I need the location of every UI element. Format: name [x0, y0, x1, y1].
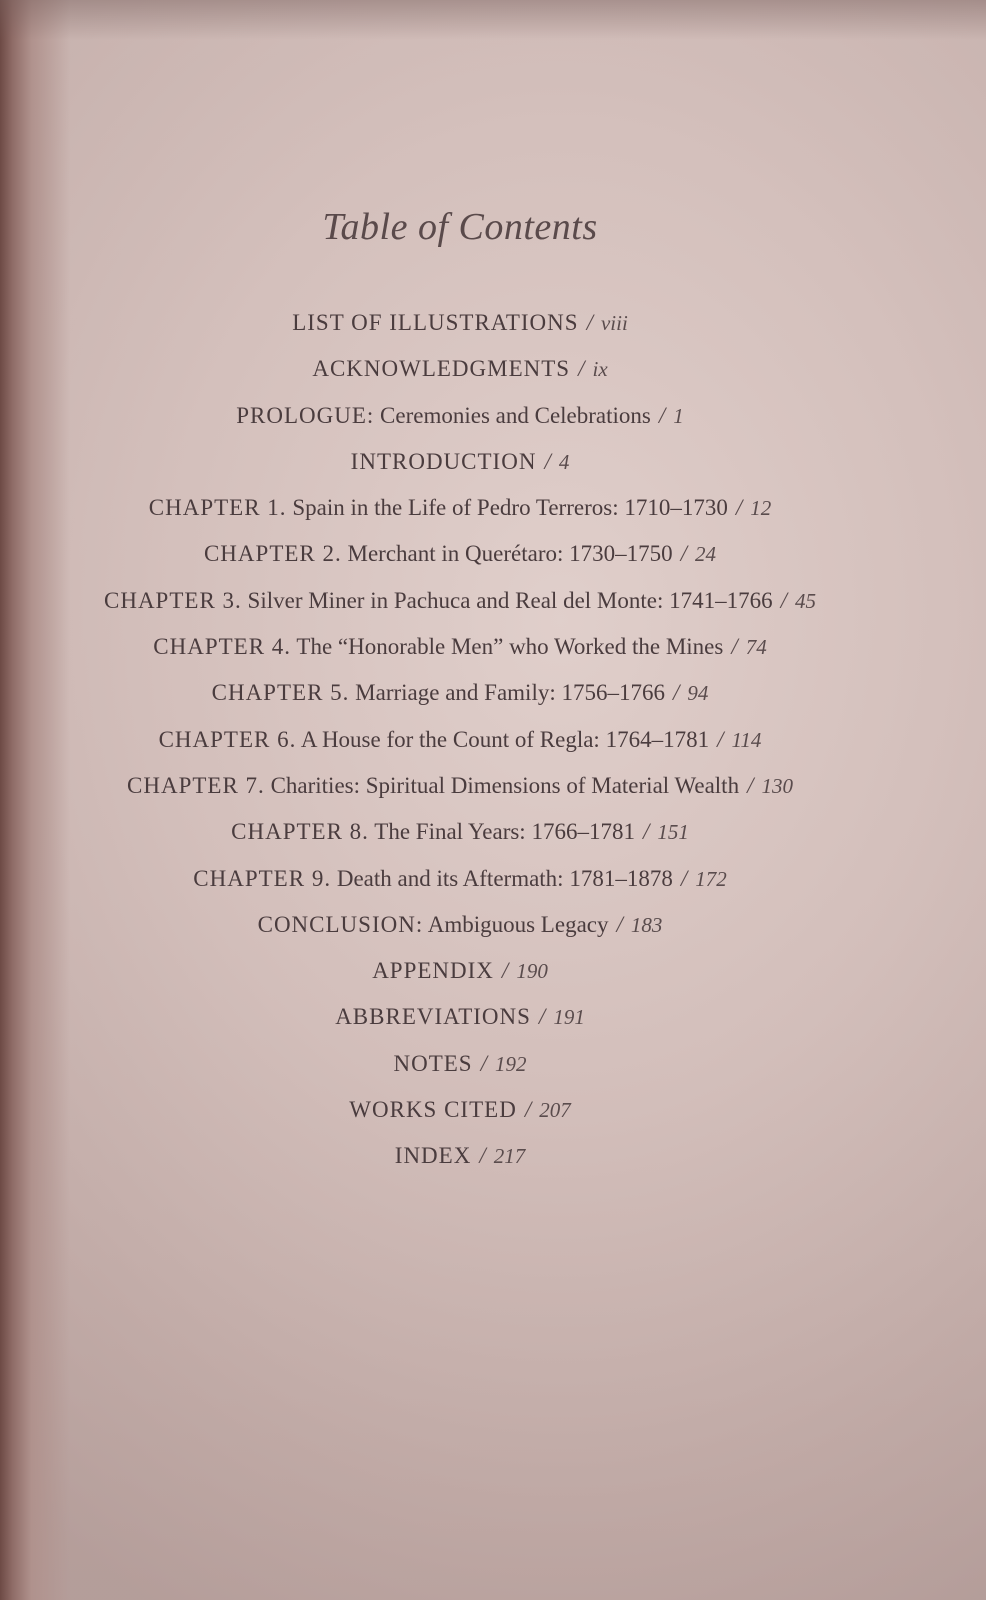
toc-separator: / [658, 402, 666, 428]
toc-entry-label: CHAPTER 4. [153, 634, 292, 660]
toc-entry-title: The “Honorable Men” who Worked the Mines [296, 634, 724, 660]
toc-entry-title: Marriage and Family: 1756–1766 [355, 680, 665, 706]
toc-separator: / [747, 772, 754, 798]
toc-entry-title: Ambiguous Legacy [427, 911, 609, 937]
toc-entry-title: Ceremonies and Celebrations [380, 402, 651, 428]
toc-entry [0, 531, 920, 577]
toc-separator: / [672, 680, 680, 706]
toc-entry [0, 994, 920, 1040]
toc-entry-label: CONCLUSION: [257, 911, 424, 937]
toc-separator: / [538, 1004, 546, 1030]
toc-entry [0, 346, 920, 392]
toc-separator: / [642, 819, 650, 845]
toc-page-number: 74 [745, 635, 767, 660]
toc-entry [0, 624, 920, 670]
toc-separator: / [480, 1050, 487, 1076]
toc-page-number: 94 [687, 681, 709, 706]
toc-separator: / [586, 310, 593, 335]
toc-separator: / [731, 634, 738, 660]
toc-separator: / [717, 726, 724, 752]
toc-separator: / [479, 1143, 486, 1169]
toc-entry [0, 300, 920, 346]
toc-entry [0, 763, 920, 809]
toc-entry-label: CHAPTER 6. [158, 726, 297, 752]
toc-entry [0, 485, 920, 531]
toc-entry-label: CHAPTER 5. [211, 680, 350, 706]
toc-entry-label: CHAPTER 2. [203, 541, 342, 567]
toc-entry-label: PROLOGUE: [236, 402, 375, 428]
toc-entry-label: INDEX [394, 1143, 472, 1169]
toc-page-number: 207 [539, 1098, 571, 1123]
toc-entry [0, 1041, 920, 1087]
toc-separator: / [544, 448, 551, 474]
table-of-contents [0, 300, 920, 1180]
toc-entry-title: Charities: Spiritual Dimensions of Material Wealth [270, 772, 740, 798]
toc-entry [0, 856, 920, 902]
toc-entry [0, 717, 920, 763]
toc-separator: / [735, 495, 743, 521]
page-top-shadow [0, 0, 986, 40]
toc-separator: / [501, 958, 509, 984]
toc-entry-label: INTRODUCTION [350, 448, 537, 474]
toc-separator: / [780, 587, 787, 613]
toc-page-number: 190 [516, 959, 548, 984]
toc-separator: / [524, 1097, 532, 1123]
toc-separator: / [680, 541, 688, 567]
toc-entry-label: LIST OF ILLUSTRATIONS [292, 310, 579, 335]
toc-entry-label: APPENDIX [372, 958, 494, 984]
toc-page-number: ix [592, 357, 608, 382]
toc-entry [0, 1133, 920, 1179]
toc-page-number: 192 [495, 1051, 527, 1076]
toc-entry-label: CHAPTER 7. [127, 772, 265, 798]
toc-entry-label: WORKS CITED [349, 1097, 517, 1123]
toc-entry-label: CHAPTER 8. [231, 819, 369, 845]
toc-page-number: 172 [695, 866, 727, 891]
toc-entry [0, 948, 920, 994]
toc-page-number: 12 [750, 496, 772, 521]
toc-entry-label: CHAPTER 3. [104, 587, 242, 613]
toc-entry-title: Merchant in Querétaro: 1730–1750 [347, 541, 673, 567]
toc-entry-label: NOTES [393, 1050, 473, 1076]
toc-entry-title: Death and its Aftermath: 1781–1878 [336, 865, 673, 891]
toc-entry-title: A House for the Count of Regla: 1764–1781 [300, 726, 710, 752]
toc-page-number: 45 [795, 588, 816, 613]
toc-entry [0, 902, 920, 948]
toc-page-number: 183 [630, 912, 663, 937]
toc-entry-title: Spain in the Life of Pedro Terreros: 1710–1730 [292, 495, 728, 521]
toc-entry [0, 809, 920, 855]
toc-entry [0, 670, 920, 716]
toc-page-number: 151 [657, 820, 689, 845]
toc-page-number: 24 [695, 542, 717, 567]
toc-entry [0, 393, 920, 439]
toc-page-number: 1 [673, 403, 684, 428]
toc-page-number: 130 [761, 773, 793, 798]
toc-entry [0, 1087, 920, 1133]
toc-entry-title: The Final Years: 1766–1781 [374, 819, 635, 845]
toc-page-number: 217 [493, 1144, 526, 1169]
toc-separator: / [680, 865, 688, 891]
toc-entry-label: CHAPTER 9. [193, 865, 332, 891]
toc-entry-label: ACKNOWLEDGMENTS [312, 356, 571, 382]
toc-page-number: 114 [731, 727, 762, 752]
toc-entry [0, 439, 920, 485]
toc-entry-title: Silver Miner in Pachuca and Real del Monte: 1741–1766 [247, 587, 773, 613]
toc-entry [0, 578, 920, 624]
toc-separator: / [616, 911, 623, 937]
toc-entry-label: CHAPTER 1. [148, 495, 287, 521]
toc-page-number: viii [600, 311, 628, 335]
toc-separator: / [578, 356, 585, 382]
toc-page-number: 4 [558, 449, 570, 474]
toc-page-number: 191 [553, 1005, 585, 1030]
toc-entry-label: ABBREVIATIONS [335, 1004, 531, 1030]
page-title: Table of Contents [322, 206, 598, 248]
